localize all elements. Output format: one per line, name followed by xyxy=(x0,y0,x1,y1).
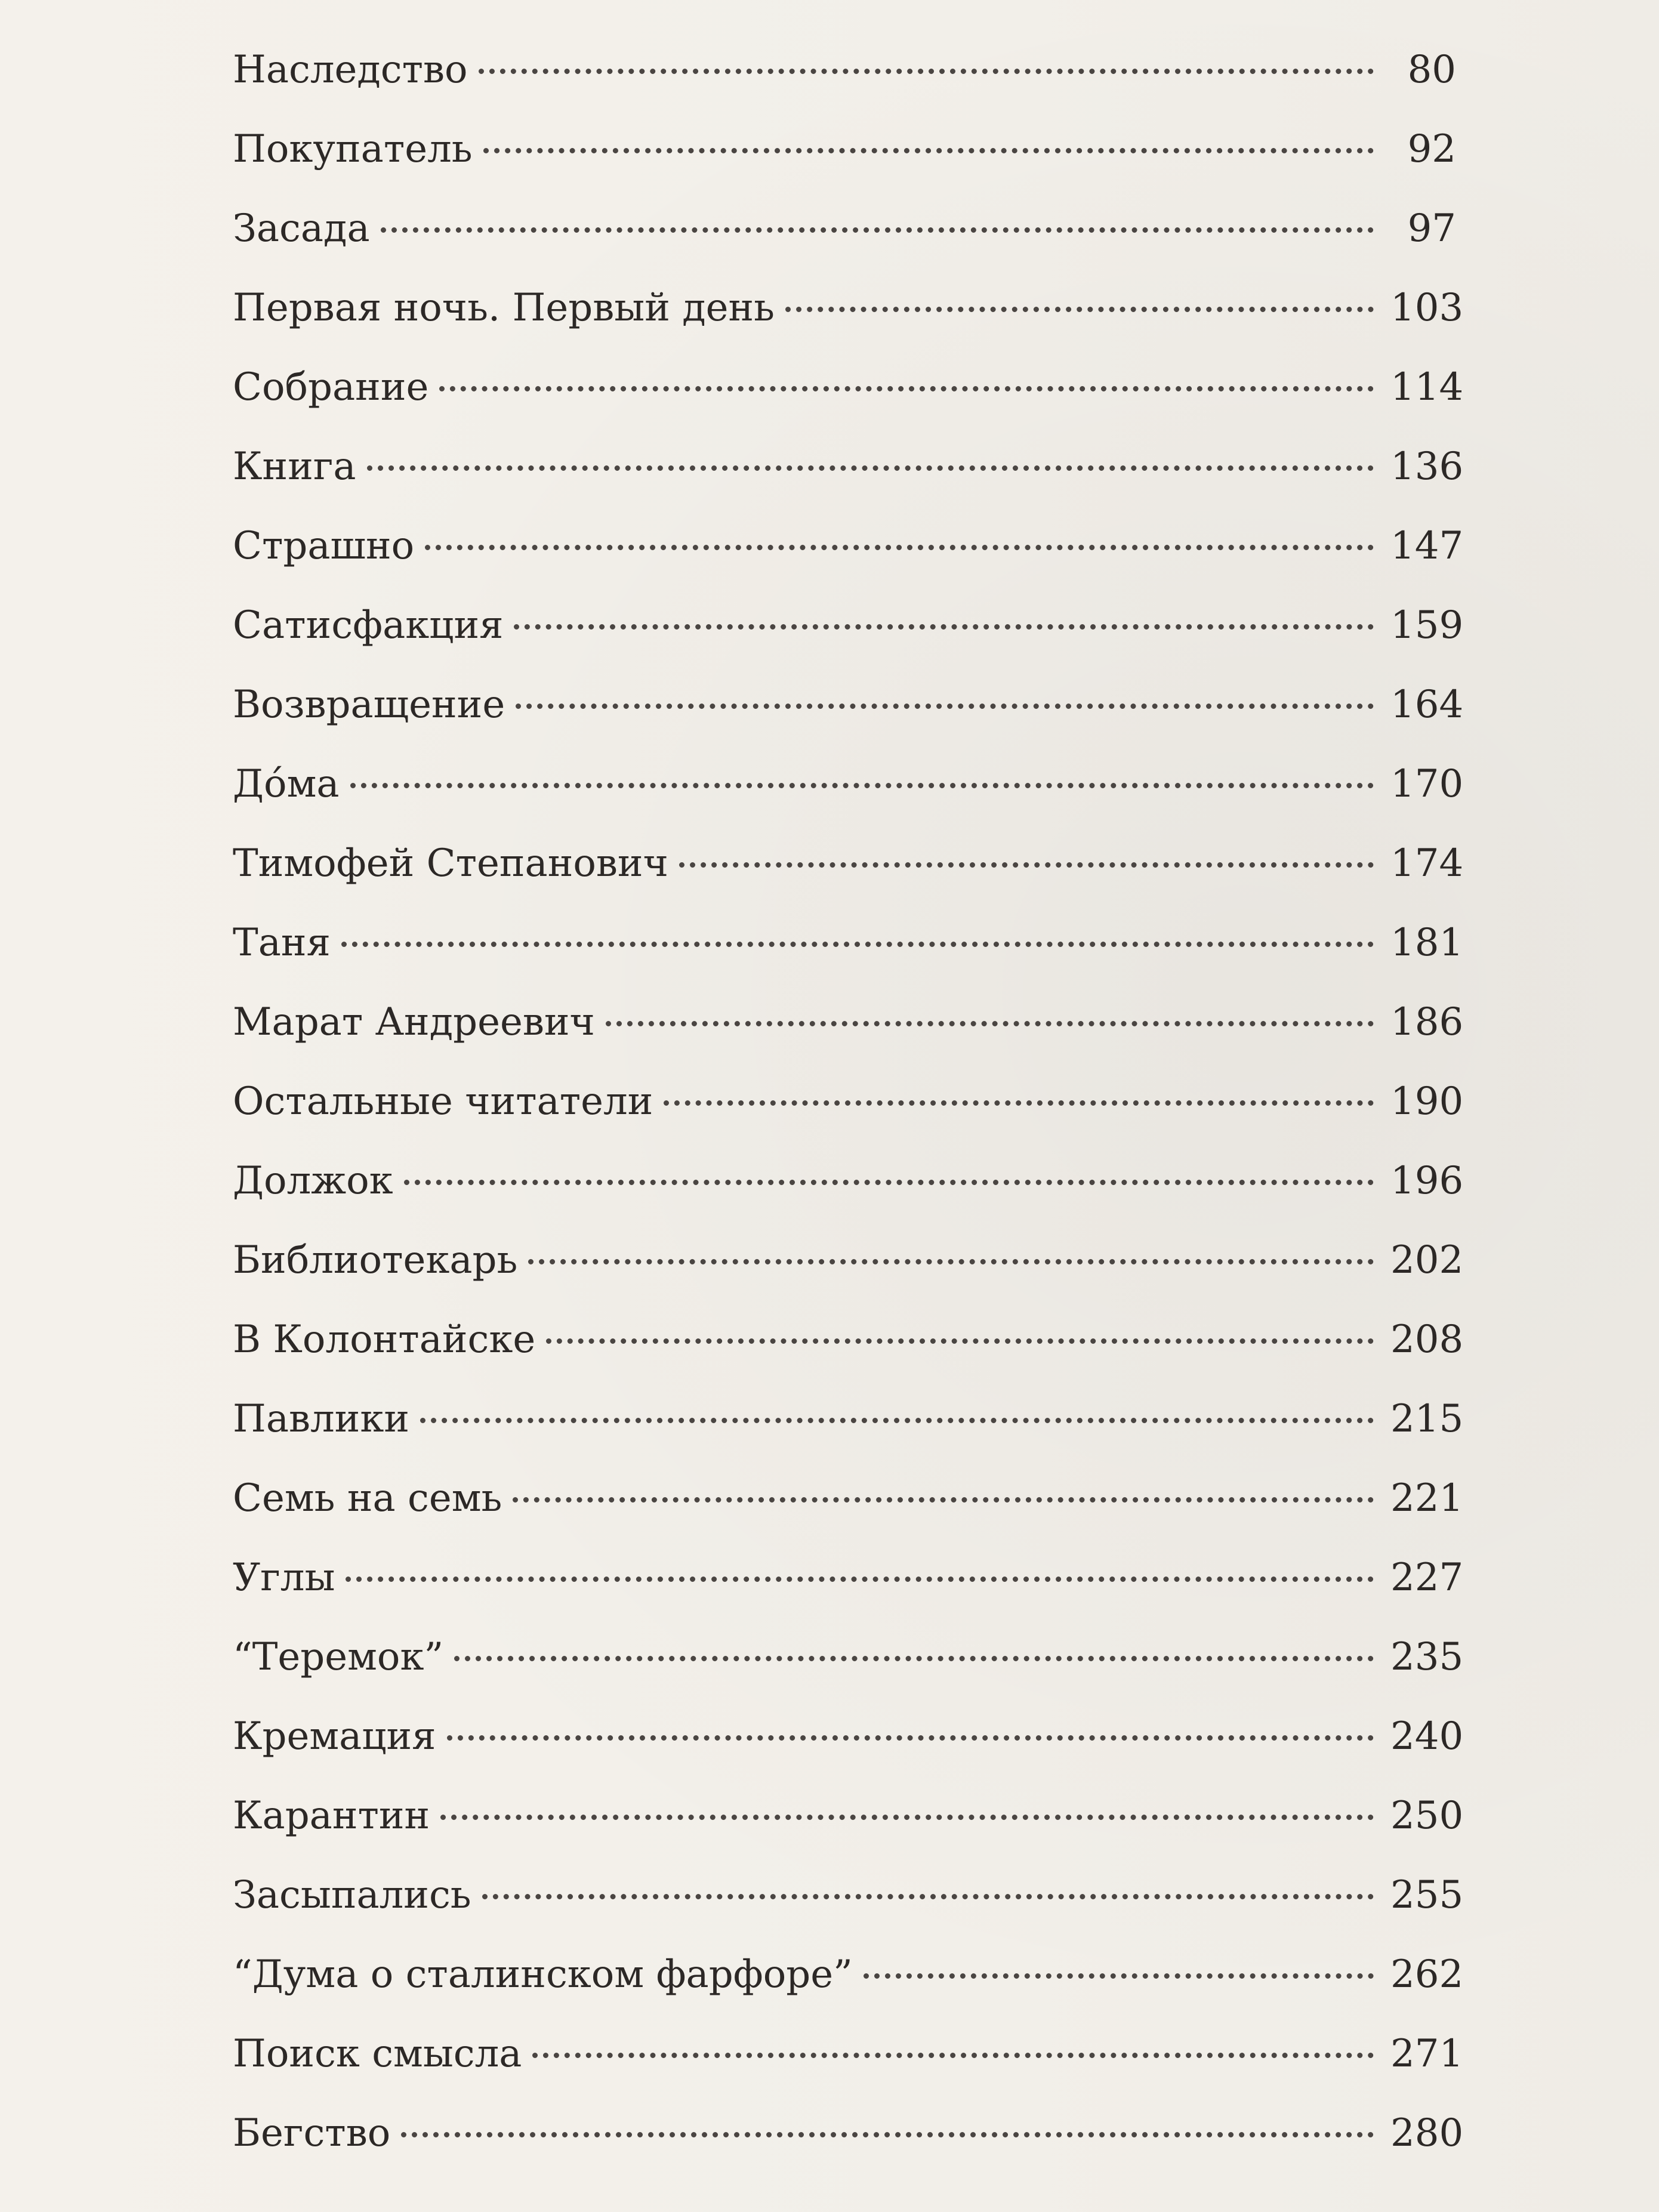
toc-entry xyxy=(233,2111,1464,2191)
table-of-contents xyxy=(233,48,1464,2191)
toc-entry-title: Возвращение xyxy=(233,683,505,727)
dot-leader xyxy=(425,545,1374,550)
toc-entry xyxy=(233,445,1464,524)
dot-leader xyxy=(516,704,1374,709)
toc-entry-page: 235 xyxy=(1390,1635,1464,1679)
toc-entry-title: Наследство xyxy=(233,48,468,92)
toc-entry-page: 114 xyxy=(1390,365,1464,409)
toc-entry-page: 215 xyxy=(1390,1397,1464,1441)
dot-leader xyxy=(440,1815,1374,1820)
dot-leader xyxy=(513,1497,1374,1503)
dot-leader xyxy=(381,227,1374,233)
dot-leader xyxy=(341,942,1374,947)
toc-entry-title: Засада xyxy=(233,206,370,251)
toc-entry xyxy=(233,1238,1464,1318)
dot-leader xyxy=(528,1259,1374,1264)
toc-entry-title: Карантин xyxy=(233,1794,430,1838)
toc-entry xyxy=(233,683,1464,762)
dot-leader xyxy=(346,1577,1374,1582)
toc-entry-title: Должок xyxy=(233,1159,393,1203)
toc-entry-title: Первая ночь. Первый день xyxy=(233,286,775,330)
toc-entry xyxy=(233,206,1456,286)
toc-entry xyxy=(233,48,1456,127)
toc-entry-page: 164 xyxy=(1390,683,1464,727)
dot-leader xyxy=(447,1735,1374,1741)
dot-leader xyxy=(420,1418,1374,1423)
toc-entry xyxy=(233,1794,1464,1873)
toc-entry-title: Тимофей Степанович xyxy=(233,841,668,886)
toc-entry-title: “Дума о сталинском фарфоре” xyxy=(233,1952,853,1997)
toc-entry xyxy=(233,286,1464,365)
dot-leader xyxy=(404,1180,1374,1185)
dot-leader xyxy=(401,2132,1374,2137)
dot-leader xyxy=(864,1973,1374,1979)
toc-entry-title: Книга xyxy=(233,445,356,489)
toc-entry-title: Страшно xyxy=(233,524,415,568)
toc-entry-page: 174 xyxy=(1390,841,1464,886)
toc-entry xyxy=(233,841,1464,921)
dot-leader xyxy=(664,1100,1374,1106)
toc-entry-page: 227 xyxy=(1390,1556,1464,1600)
dot-leader xyxy=(350,783,1374,788)
toc-entry-page: 186 xyxy=(1390,1000,1464,1044)
toc-entry-title: Углы xyxy=(233,1556,335,1600)
toc-entry-title: Сатисфакция xyxy=(233,603,504,647)
toc-entry xyxy=(233,1397,1464,1476)
toc-entry-page: 103 xyxy=(1390,286,1464,330)
toc-entry xyxy=(233,1079,1464,1159)
toc-entry-title: Бегство xyxy=(233,2111,391,2155)
toc-entry-title: Поиск смысла xyxy=(233,2032,522,2076)
toc-entry-page: 92 xyxy=(1407,127,1456,171)
dot-leader xyxy=(532,2053,1374,2058)
toc-entry xyxy=(233,1318,1464,1397)
toc-entry-page: 97 xyxy=(1407,206,1456,251)
toc-entry xyxy=(233,1952,1464,2032)
toc-entry xyxy=(233,2032,1464,2111)
toc-entry-page: 255 xyxy=(1390,1873,1464,1917)
toc-entry-title: Марат Андреевич xyxy=(233,1000,595,1044)
toc-entry-page: 262 xyxy=(1390,1952,1464,1997)
toc-entry-title: Кремация xyxy=(233,1714,436,1759)
toc-entry xyxy=(233,1476,1464,1556)
toc-entry-title: “Теремок” xyxy=(233,1635,444,1679)
dot-leader xyxy=(606,1021,1374,1026)
dot-leader xyxy=(483,148,1374,153)
dot-leader xyxy=(679,862,1374,868)
toc-entry-title: Семь на семь xyxy=(233,1476,502,1520)
toc-entry-title: Таня xyxy=(233,921,331,965)
toc-entry xyxy=(233,921,1464,1000)
dot-leader xyxy=(454,1656,1374,1661)
toc-entry-page: 159 xyxy=(1390,603,1464,647)
toc-entry-page: 170 xyxy=(1390,762,1464,806)
toc-entry-page: 190 xyxy=(1390,1079,1464,1124)
dot-leader xyxy=(785,307,1374,312)
toc-entry-page: 181 xyxy=(1390,921,1464,965)
toc-entry-page: 80 xyxy=(1407,48,1456,92)
toc-entry-page: 271 xyxy=(1390,2032,1464,2076)
toc-entry-page: 136 xyxy=(1390,445,1464,489)
toc-entry xyxy=(233,1000,1464,1079)
toc-entry xyxy=(233,1635,1464,1714)
toc-entry xyxy=(233,762,1464,841)
toc-entry xyxy=(233,1873,1464,1952)
toc-entry-title: Собрание xyxy=(233,365,429,409)
dot-leader xyxy=(514,624,1374,630)
toc-entry xyxy=(233,1556,1464,1635)
toc-entry-title: В Колонтайске xyxy=(233,1318,536,1362)
toc-entry-title: До́ма xyxy=(233,762,340,806)
toc-entry-title: Засыпались xyxy=(233,1873,471,1917)
toc-entry-page: 240 xyxy=(1390,1714,1464,1759)
toc-entry xyxy=(233,1714,1464,1794)
toc-entry-title: Остальные читатели xyxy=(233,1079,653,1124)
toc-entry-title: Павлики xyxy=(233,1397,409,1441)
toc-entry xyxy=(233,365,1464,445)
toc-entry-page: 196 xyxy=(1390,1159,1464,1203)
dot-leader xyxy=(546,1338,1374,1344)
toc-entry-title: Библиотекарь xyxy=(233,1238,518,1282)
toc-entry-page: 202 xyxy=(1390,1238,1464,1282)
toc-entry-title: Покупатель xyxy=(233,127,473,171)
toc-entry-page: 221 xyxy=(1390,1476,1464,1520)
toc-entry-page: 250 xyxy=(1390,1794,1464,1838)
toc-entry-page: 280 xyxy=(1390,2111,1464,2155)
toc-entry xyxy=(233,603,1464,683)
dot-leader xyxy=(479,69,1374,74)
dot-leader xyxy=(482,1894,1374,1899)
toc-entry xyxy=(233,524,1464,603)
toc-entry-page: 208 xyxy=(1390,1318,1464,1362)
toc-entry xyxy=(233,127,1456,206)
dot-leader xyxy=(367,465,1374,471)
toc-entry-page: 147 xyxy=(1390,524,1464,568)
dot-leader xyxy=(439,386,1374,391)
toc-entry xyxy=(233,1159,1464,1238)
